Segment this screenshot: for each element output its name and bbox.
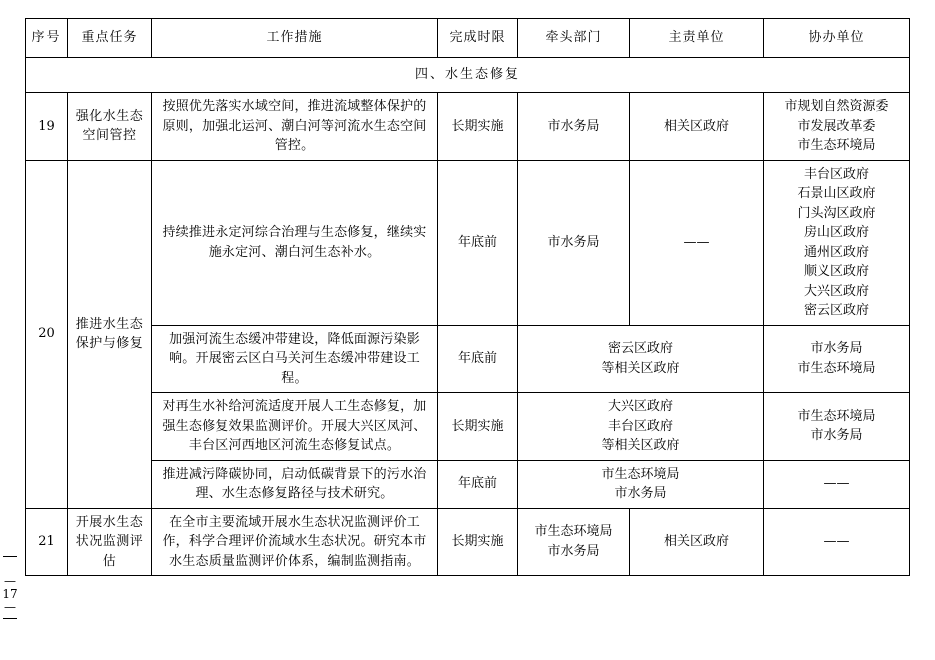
column-header-main: 主责单位 <box>630 19 764 58</box>
row-assist-line: 丰台区政府 <box>803 166 869 182</box>
column-header-deadline: 完成时限 <box>438 19 518 58</box>
row-assist: —— <box>764 460 910 508</box>
row-task <box>68 508 152 576</box>
row-task-line: 强化水生态 <box>75 108 144 124</box>
row-lead-main-line: 等相关区政府 <box>601 360 680 376</box>
row-task-line: 开展水生态 <box>75 514 144 530</box>
row-assist-line: 市水务局 <box>810 428 863 444</box>
row-lead-line: 市水务局 <box>547 543 600 559</box>
row-task-line: 空间管控 <box>82 128 137 144</box>
tasks-table <box>25 18 910 576</box>
row-deadline: 长期实施 <box>438 393 518 461</box>
row-lead-main-line: 市水务局 <box>614 486 667 501</box>
row-deadline: 年底前 <box>438 160 518 325</box>
row-lead-main-line: 等相关区政府 <box>601 438 680 453</box>
row-assist-line: 市生态环境局 <box>797 138 876 153</box>
table-header-row <box>26 19 910 58</box>
row-assist-line: 顺义区政府 <box>803 264 869 279</box>
row-lead-main-line: 丰台区政府 <box>607 418 673 434</box>
row-task <box>68 160 152 508</box>
table-row <box>26 393 910 461</box>
row-lead-main-line: 密云区政府 <box>607 341 673 357</box>
row-assist-line: 通州区政府 <box>803 244 869 260</box>
margin-rule-top <box>3 556 17 557</box>
table-row <box>26 93 910 161</box>
row-measure: 对再生水补给河流适度开展人工生态修复，加强生态修复效果监测评价。开展大兴区凤河、丰台区河西地区河流生态修复试点。 <box>152 393 438 461</box>
table-row <box>26 160 910 325</box>
margin-page-number-value: 17 <box>2 587 18 602</box>
row-deadline: 长期实施 <box>438 93 518 161</box>
row-no: 21 <box>26 508 68 576</box>
table-body <box>26 58 910 576</box>
margin-rule-bottom <box>3 618 17 619</box>
row-measure: 按照优先落实水域空间，推进流域整体保护的原则，加强北运河、潮白河等河流水生态空间管控。 <box>152 93 438 161</box>
margin-page-number-dash-bottom: — <box>4 600 16 615</box>
row-lead-main-merged <box>518 325 764 393</box>
row-assist <box>764 325 910 393</box>
row-assist-line: 市生态环境局 <box>797 408 876 424</box>
row-measure: 持续推进永定河综合治理与生态修复，继续实施永定河、潮白河生态补水。 <box>152 160 438 325</box>
row-task <box>68 93 152 161</box>
row-lead-main-line: 市生态环境局 <box>601 466 680 482</box>
row-measure: 加强河流生态缓冲带建设，降低面源污染影响。开展密云区白马关河生态缓冲带建设工程。 <box>152 325 438 393</box>
row-lead-main-line: 大兴区政府 <box>607 399 673 414</box>
row-assist-line: 门头沟区政府 <box>797 205 876 221</box>
column-header-task: 重点任务 <box>68 19 152 58</box>
row-task-line: 状况监测评 <box>75 534 144 549</box>
row-assist <box>764 93 910 161</box>
row-main: 相关区政府 <box>630 93 764 161</box>
row-assist <box>764 160 910 325</box>
table-header <box>26 19 910 58</box>
margin-page-number-dash-top: — <box>4 574 16 588</box>
row-lead-main-merged <box>518 460 764 508</box>
row-assist-line: 市规划自然资源委 <box>784 99 889 114</box>
column-header-no: 序号 <box>26 19 68 58</box>
row-measure: 在全市主要流域开展水生态状况监测评价工作，科学合理评价流域水生态状况。研究本市水生态质量监测评价体系，编制监测指南。 <box>152 508 438 576</box>
table-row <box>26 508 910 576</box>
column-header-measure: 工作措施 <box>152 19 438 58</box>
row-deadline: 年底前 <box>438 325 518 393</box>
section-title-row <box>26 58 910 93</box>
row-assist-line: 市生态环境局 <box>797 360 876 376</box>
row-lead: 市水务局 <box>518 160 630 325</box>
row-assist-line: 密云区政府 <box>803 303 869 318</box>
row-lead-main-merged <box>518 393 764 461</box>
column-header-assist: 协办单位 <box>764 19 910 58</box>
column-header-lead: 牵头部门 <box>518 19 630 58</box>
section-title: 四、水生态修复 <box>26 58 910 93</box>
row-assist-line: 石景山区政府 <box>797 186 876 201</box>
row-task-line: 估 <box>102 553 117 569</box>
row-main: —— <box>630 160 764 325</box>
row-main: 相关区政府 <box>630 508 764 576</box>
row-no: 19 <box>26 93 68 161</box>
row-assist-line: 房山区政府 <box>803 225 869 240</box>
row-assist-line: 大兴区政府 <box>803 283 869 299</box>
table-row <box>26 460 910 508</box>
row-task-line: 保护与修复 <box>75 336 144 351</box>
row-no: 20 <box>26 160 68 508</box>
row-measure: 推进减污降碳协同，启动低碳背景下的污水治理、水生态修复路径与技术研究。 <box>152 460 438 508</box>
row-deadline: 年底前 <box>438 460 518 508</box>
margin-page-number <box>2 575 18 615</box>
row-assist: —— <box>764 508 910 576</box>
row-assist-line: 市发展改革委 <box>797 118 876 134</box>
row-deadline: 长期实施 <box>438 508 518 576</box>
row-lead <box>518 508 630 576</box>
row-lead: 市水务局 <box>518 93 630 161</box>
row-assist-line: 市水务局 <box>810 341 863 357</box>
row-task-line: 推进水生态 <box>75 316 144 332</box>
row-assist <box>764 393 910 461</box>
row-lead-line: 市生态环境局 <box>534 524 613 540</box>
table-row <box>26 325 910 393</box>
